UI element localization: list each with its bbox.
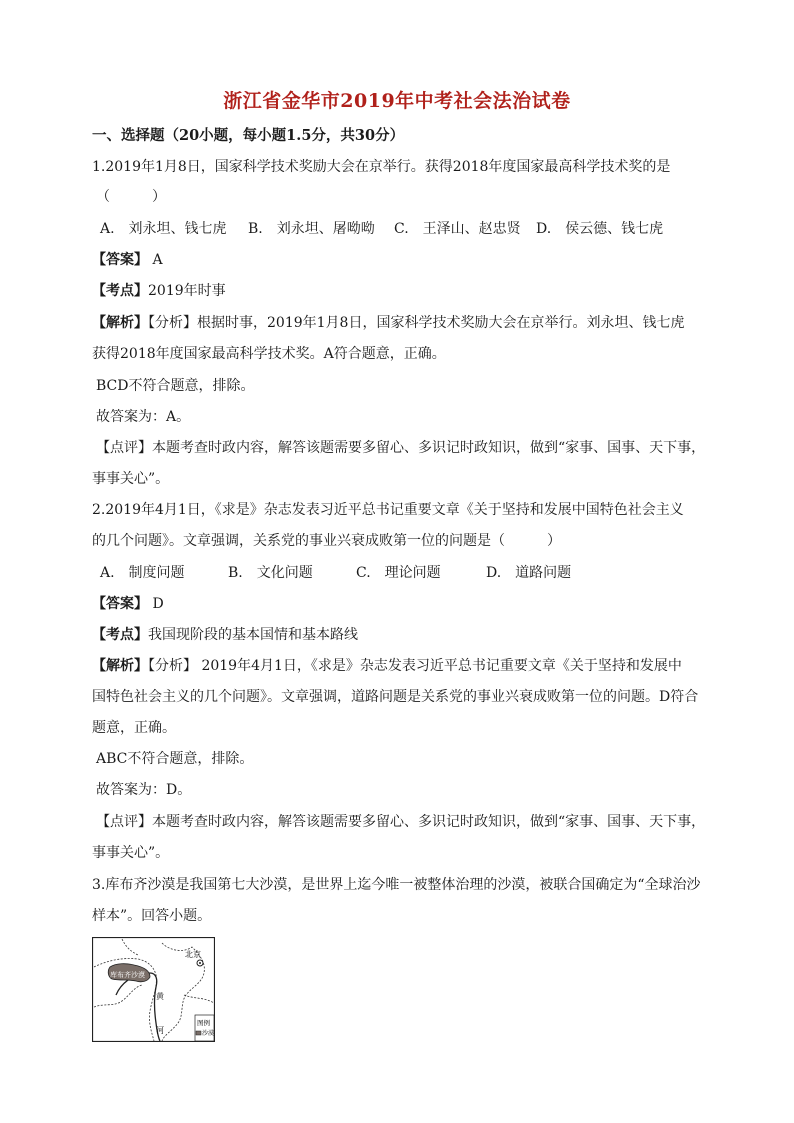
q1-option-b: B. 刘永坦、屠呦呦 — [248, 221, 375, 237]
page-title: 浙江省金华市2019年中考社会法治试卷 — [223, 90, 571, 112]
analysis-tag: 【解析】 — [92, 315, 148, 331]
legend-box — [195, 1015, 214, 1041]
q2-option-c: C. 理论问题 — [356, 565, 441, 581]
q3-stem-line2: 样本”。回答小题。 — [92, 908, 212, 924]
q1-analysis-line2: 获得2018年度国家最高科学技术奖。A符合题意，正确。 — [92, 346, 446, 362]
river-label-2: 河 — [156, 1026, 164, 1035]
analysis-text: 【分析】根据时事，2019年1月8日，国家科学技术奖励大会在京举行。刘永坦、钱七虎 — [148, 315, 685, 331]
q1-analysis-line1 — [92, 312, 684, 332]
answer-value: D — [152, 596, 164, 612]
q1-options — [100, 218, 663, 238]
beijing-label: 北京 — [185, 950, 201, 959]
legend-title: 图例 — [197, 1020, 210, 1027]
river-label-1: 黄 — [156, 992, 164, 1001]
q2-option-b: B. 文化问题 — [228, 565, 313, 581]
desert-label: 库布齐沙漠 — [110, 972, 145, 979]
q1-analysis-line3: BCD不符合题意，排除。 — [96, 378, 255, 394]
q1-analysis-line4: 故答案为：A。 — [96, 409, 191, 425]
q2-analysis-line3: 题意，正确。 — [92, 720, 176, 736]
section-heading: 一、选择题（20小题，每小题1.5分，共30分） — [92, 127, 405, 144]
point-tag: 【考点】 — [92, 283, 148, 299]
q1-option-d: D. 侯云德、钱七虎 — [536, 221, 664, 237]
point-value: 我国现阶段的基本国情和基本路线 — [148, 627, 358, 643]
answer-tag: 【答案】 — [92, 596, 148, 612]
q2-option-a: A. 制度问题 — [100, 565, 185, 581]
q2-point — [92, 624, 358, 644]
legend-item: 沙漠 — [202, 1031, 215, 1037]
q1-comment-line2: 事事关心”。 — [92, 471, 170, 487]
point-tag: 【考点】 — [92, 627, 148, 643]
q1-answer — [92, 249, 163, 269]
q1-option-c: C. 王泽山、赵忠贤 — [394, 221, 521, 237]
q1-stem-line2: （ ） — [96, 189, 166, 205]
q2-analysis-line1 — [92, 655, 682, 675]
q2-options — [100, 562, 571, 582]
analysis-text: 【分析】 2019年4月1日，《求是》杂志发表习近平总书记重要文章《关于坚持和发展中 — [148, 658, 682, 674]
legend-swatch — [196, 1031, 201, 1035]
q2-analysis-line5: 故答案为：D。 — [96, 782, 192, 798]
q2-comment-line2: 事事关心”。 — [92, 845, 170, 861]
answer-value: A — [152, 252, 163, 268]
q2-comment-line1: 【点评】本题考查时政内容，解答该题需要多留心、多识记时政知识，做到“家事、国事、天下事， — [96, 814, 706, 830]
q2-stem-line2: 的几个问题》。文章强调，关系党的事业兴衰成败第一位的问题是（ ） — [92, 533, 561, 549]
q2-stem-line1: 2.2019年4月1日，《求是》杂志发表习近平总书记重要文章《关于坚持和发展中国特色社会主义 — [92, 502, 684, 518]
q3-stem-line1: 3.库布齐沙漠是我国第七大沙漠，是世界上迄今唯一被整体治理的沙漠，被联合国确定为“全球治沙 — [92, 877, 701, 893]
q1-option-a: A. 刘永坦、钱七虎 — [100, 221, 227, 237]
q2-analysis-line4: ABC不符合题意，排除。 — [96, 751, 254, 767]
q1-stem-line1: 1.2019年1月8日，国家科学技术奖励大会在京举行。获得2018年度国家最高科学技术奖的是 — [92, 159, 671, 175]
point-value: 2019年时事 — [148, 283, 226, 299]
desert-map — [92, 937, 215, 1042]
analysis-tag: 【解析】 — [92, 658, 148, 674]
q2-analysis-line2: 国特色社会主义的几个问题》。文章强调，道路问题是关系党的事业兴衰成败第一位的问题。D符合 — [92, 689, 699, 705]
q1-point — [92, 280, 226, 300]
q2-option-d: D. 道路问题 — [486, 565, 572, 581]
answer-tag: 【答案】 — [92, 252, 148, 268]
q2-answer — [92, 593, 164, 613]
q1-comment-line1: 【点评】本题考查时政内容，解答该题需要多留心、多识记时政知识，做到“家事、国事、天下事， — [96, 440, 706, 456]
beijing-dot — [199, 962, 201, 964]
